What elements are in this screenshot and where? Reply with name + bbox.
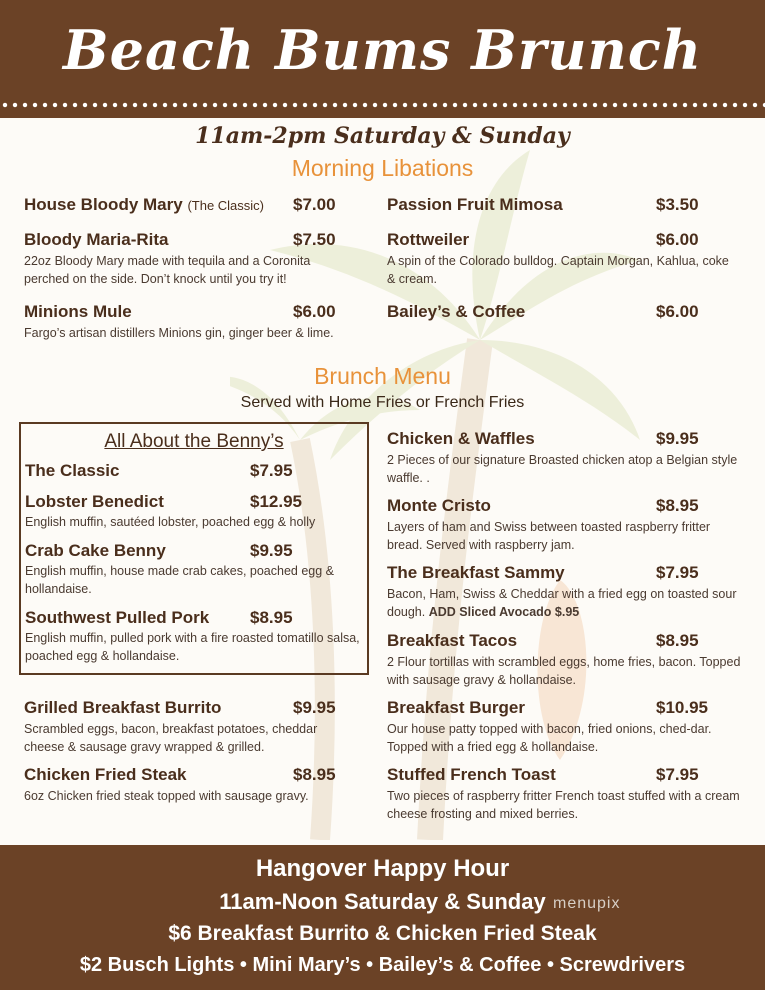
header-banner <box>0 0 765 118</box>
item-description: English muffin, house made crab cakes, poached egg & hollandaise. <box>25 564 334 596</box>
page-title: Beach Bums Brunch <box>63 18 702 82</box>
item-description: Fargo’s artisan distillers Minions gin, ginger beer & lime. <box>24 326 334 340</box>
happy-hour-drinks: $2 Busch Lights • Mini Mary’s • Bailey’s & Coffee • Screwdrivers <box>79 954 686 976</box>
item-name: Minions Mule <box>24 302 132 321</box>
item-price: $6.00 <box>656 230 699 249</box>
item-description-text: Bacon, Ham, Swiss & Cheddar with a fried egg on toasted sour dough. <box>387 587 737 619</box>
item-name: Crab Cake Benny <box>25 541 166 560</box>
item-name: Grilled Breakfast Burrito <box>24 698 222 717</box>
libations-title: Morning Libations <box>291 155 474 181</box>
item-description: Two pieces of raspberry fritter French toast stuffed with a cream cheese frosting and mixed berries. <box>387 789 740 821</box>
item-description: A spin of the Colorado bulldog. Captain Morgan, Kahlua, coke & cream. <box>387 254 729 286</box>
item-price: $6.00 <box>656 302 699 321</box>
item-name: Chicken & Waffles <box>387 429 535 448</box>
item-description: Our house patty topped with bacon, fried onions, ched-dar. Topped with a fried egg & hollandaise. <box>387 722 712 754</box>
footer-banner <box>0 845 765 990</box>
benny-title: All About the Benny’s <box>104 431 284 452</box>
brunch-title: Brunch Menu <box>314 363 451 389</box>
item-price: $8.95 <box>656 631 699 650</box>
item-price: $12.95 <box>250 492 302 511</box>
item-price: $8.95 <box>250 608 293 627</box>
brunch-subtitle: Served with Home Fries or French Fries <box>240 394 525 411</box>
item-name: The Classic <box>25 461 120 480</box>
item-description: 2 Pieces of our signature Broasted chicken atop a Belgian style waffle. . <box>387 453 738 485</box>
item-name: Southwest Pulled Pork <box>25 608 210 627</box>
item-price: $9.95 <box>293 698 336 717</box>
item-description: Scrambled eggs, bacon, breakfast potatoes, cheddar cheese & sausage gravy wrapped & grilled. <box>24 722 318 754</box>
item-name: Lobster Benedict <box>25 492 164 511</box>
item-price: $9.95 <box>250 541 293 560</box>
item-name: House Bloody Mary <box>24 195 183 214</box>
hours-line: 11am-2pm Saturday & Sunday <box>195 123 570 149</box>
item-price: $6.00 <box>293 302 336 321</box>
item-price: $9.95 <box>656 429 699 448</box>
item-name: Rottweiler <box>387 230 470 249</box>
item-description: 6oz Chicken fried steak topped with sausage gravy. <box>24 789 309 803</box>
dotted-divider <box>0 101 765 109</box>
happy-hour-food: $6 Breakfast Burrito & Chicken Fried Steak <box>168 922 597 945</box>
item-price: $7.95 <box>250 461 293 480</box>
item-name: Breakfast Tacos <box>387 631 518 650</box>
item-add-on: ADD Sliced Avocado $.95 <box>428 605 580 619</box>
item-description: 22oz Bloody Mary made with tequila and a Coronita perched on the side. Don’t knock until you try it! <box>24 254 311 286</box>
menupix-watermark: menupix <box>553 895 621 912</box>
item-name: Breakfast Burger <box>387 698 525 717</box>
item-description: English muffin, sautéed lobster, poached egg & holly <box>25 515 316 529</box>
item-name: Stuffed French Toast <box>387 765 556 784</box>
item-price: $10.95 <box>656 698 708 717</box>
item-name: The Breakfast Sammy <box>387 563 565 582</box>
item-name: Monte Cristo <box>387 496 491 515</box>
item-note: (The Classic) <box>187 198 265 213</box>
item-price: $7.00 <box>293 195 336 214</box>
item-name: Chicken Fried Steak <box>24 765 187 784</box>
item-name: Bloody Maria-Rita <box>24 230 169 249</box>
item-name: Bailey’s & Coffee <box>387 302 526 321</box>
item-price: $7.95 <box>656 765 699 784</box>
item-price: $8.95 <box>656 496 699 515</box>
item-price: $7.95 <box>656 563 699 582</box>
item-price: $7.50 <box>293 230 336 249</box>
happy-hour-time: 11am-Noon Saturday & Sunday <box>219 889 546 914</box>
item-description: English muffin, pulled pork with a fire roasted tomatillo salsa, poached egg & hollandaise. <box>25 631 360 663</box>
item-price: $8.95 <box>293 765 336 784</box>
item-description <box>387 585 742 621</box>
item-description: 2 Flour tortillas with scrambled eggs, home fries, bacon. Topped with sausage gravy & hollandaise. <box>387 655 741 687</box>
item-price: $3.50 <box>656 195 699 214</box>
item-description: Layers of ham and Swiss between toasted raspberry fritter bread. Served with raspberry jam. <box>387 520 711 552</box>
happy-hour-title: Hangover Happy Hour <box>255 855 510 882</box>
item-name: Passion Fruit Mimosa <box>387 195 563 214</box>
